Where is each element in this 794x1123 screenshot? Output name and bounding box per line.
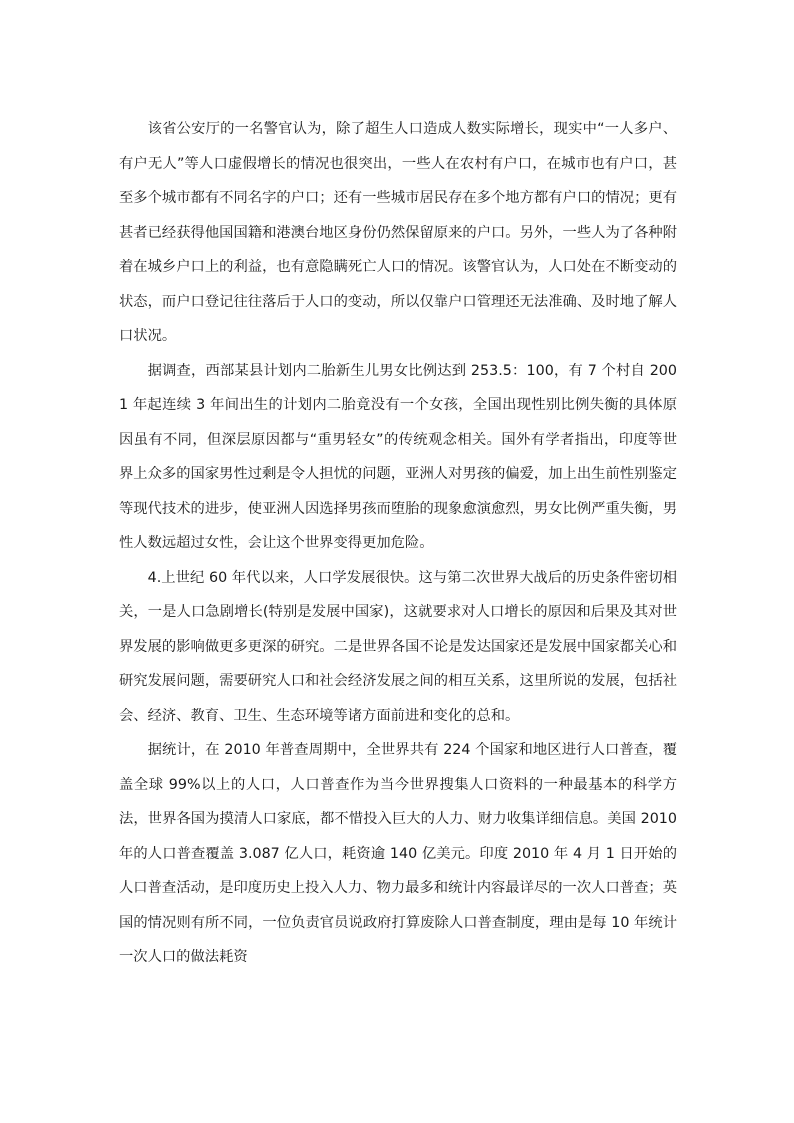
paragraph-police-officer-view: 该省公安厅的一名警官认为，除了超生人口造成人数实际增长，现实中“一人多户、有户无人”等人口虚假增长的情况也很突出，一些人在农村有户口，在城市也有户口，甚至多个城市都有不同名字的户口；还有一些城市居民存在多个地方都有户口的情况；更有甚者已经获得他国国籍和港澳台地区身份仍然保留原来的户口。另外，一些人为了各种附着在城乡户口上的利益，也有意隐瞒死亡人口的情况。该警官认为，人口处在不断变动的状态，而户口登记往往落后于人口的变动，所以仅靠户口管理还无法准确、及时地了解人口状况。	[119, 121, 677, 344]
document-body	[119, 112, 677, 975]
paragraph-demography-development: 4.上世纪 60 年代以来，人口学发展很快。这与第二次世界大战后的历史条件密切相关，一是人口急剧增长(特别是发展中国家)，这就要求对人口增长的原因和后果及其对世界发展的影响做更多更深的研究。二是世界各国不论是发达国家还是发展中国家都关心和研究发展问题，需要研究人口和社会经济发展之间的相互关系，这里所说的发展，包括社会、经济、教育、卫生、生态环境等诸方面前进和变化的总和。	[119, 569, 677, 724]
paragraph-census-statistics: 据统计，在 2010 年普查周期中，全世界共有 224 个国家和地区进行人口普查，覆盖全球 99%以上的人口，人口普查作为当今世界搜集人口资料的一种最基本的科学方法，世界各国为摸清人口家底，都不惜投入巨大的人力、财力收集详细信息。美国 2010 年的人口普查覆盖 3.087 亿人口，耗资逾 140 亿美元。印度 2010 年 4 月 1 日开始的人口普查活动，是印度历史上投入人力、物力最多和统计内容最详尽的一次人口普查；英国的情况则有所不同，一位负责官员说政府打算废除人口普查制度，理由是每 10 年统计一次人口的做法耗资	[119, 742, 677, 965]
paragraph-sex-ratio-survey: 据调查，西部某县计划内二胎新生儿男女比例达到 253.5：100，有 7 个村自 2001 年起连续 3 年间出生的计划内二胎竟没有一个女孩，全国出现性别比例失衡的具体原因虽有不同，但深层原因都与“重男轻女”的传统观念相关。国外有学者指出，印度等世界上众多的国家男性过剩是令人担忧的问题，亚洲人对男孩的偏爱，加上出生前性别鉴定等现代技术的进步，使亚洲人因选择男孩而堕胎的现象愈演愈烈，男女比例严重失衡，男性人数远超过女性，会让这个世界变得更加危险。	[119, 362, 677, 551]
